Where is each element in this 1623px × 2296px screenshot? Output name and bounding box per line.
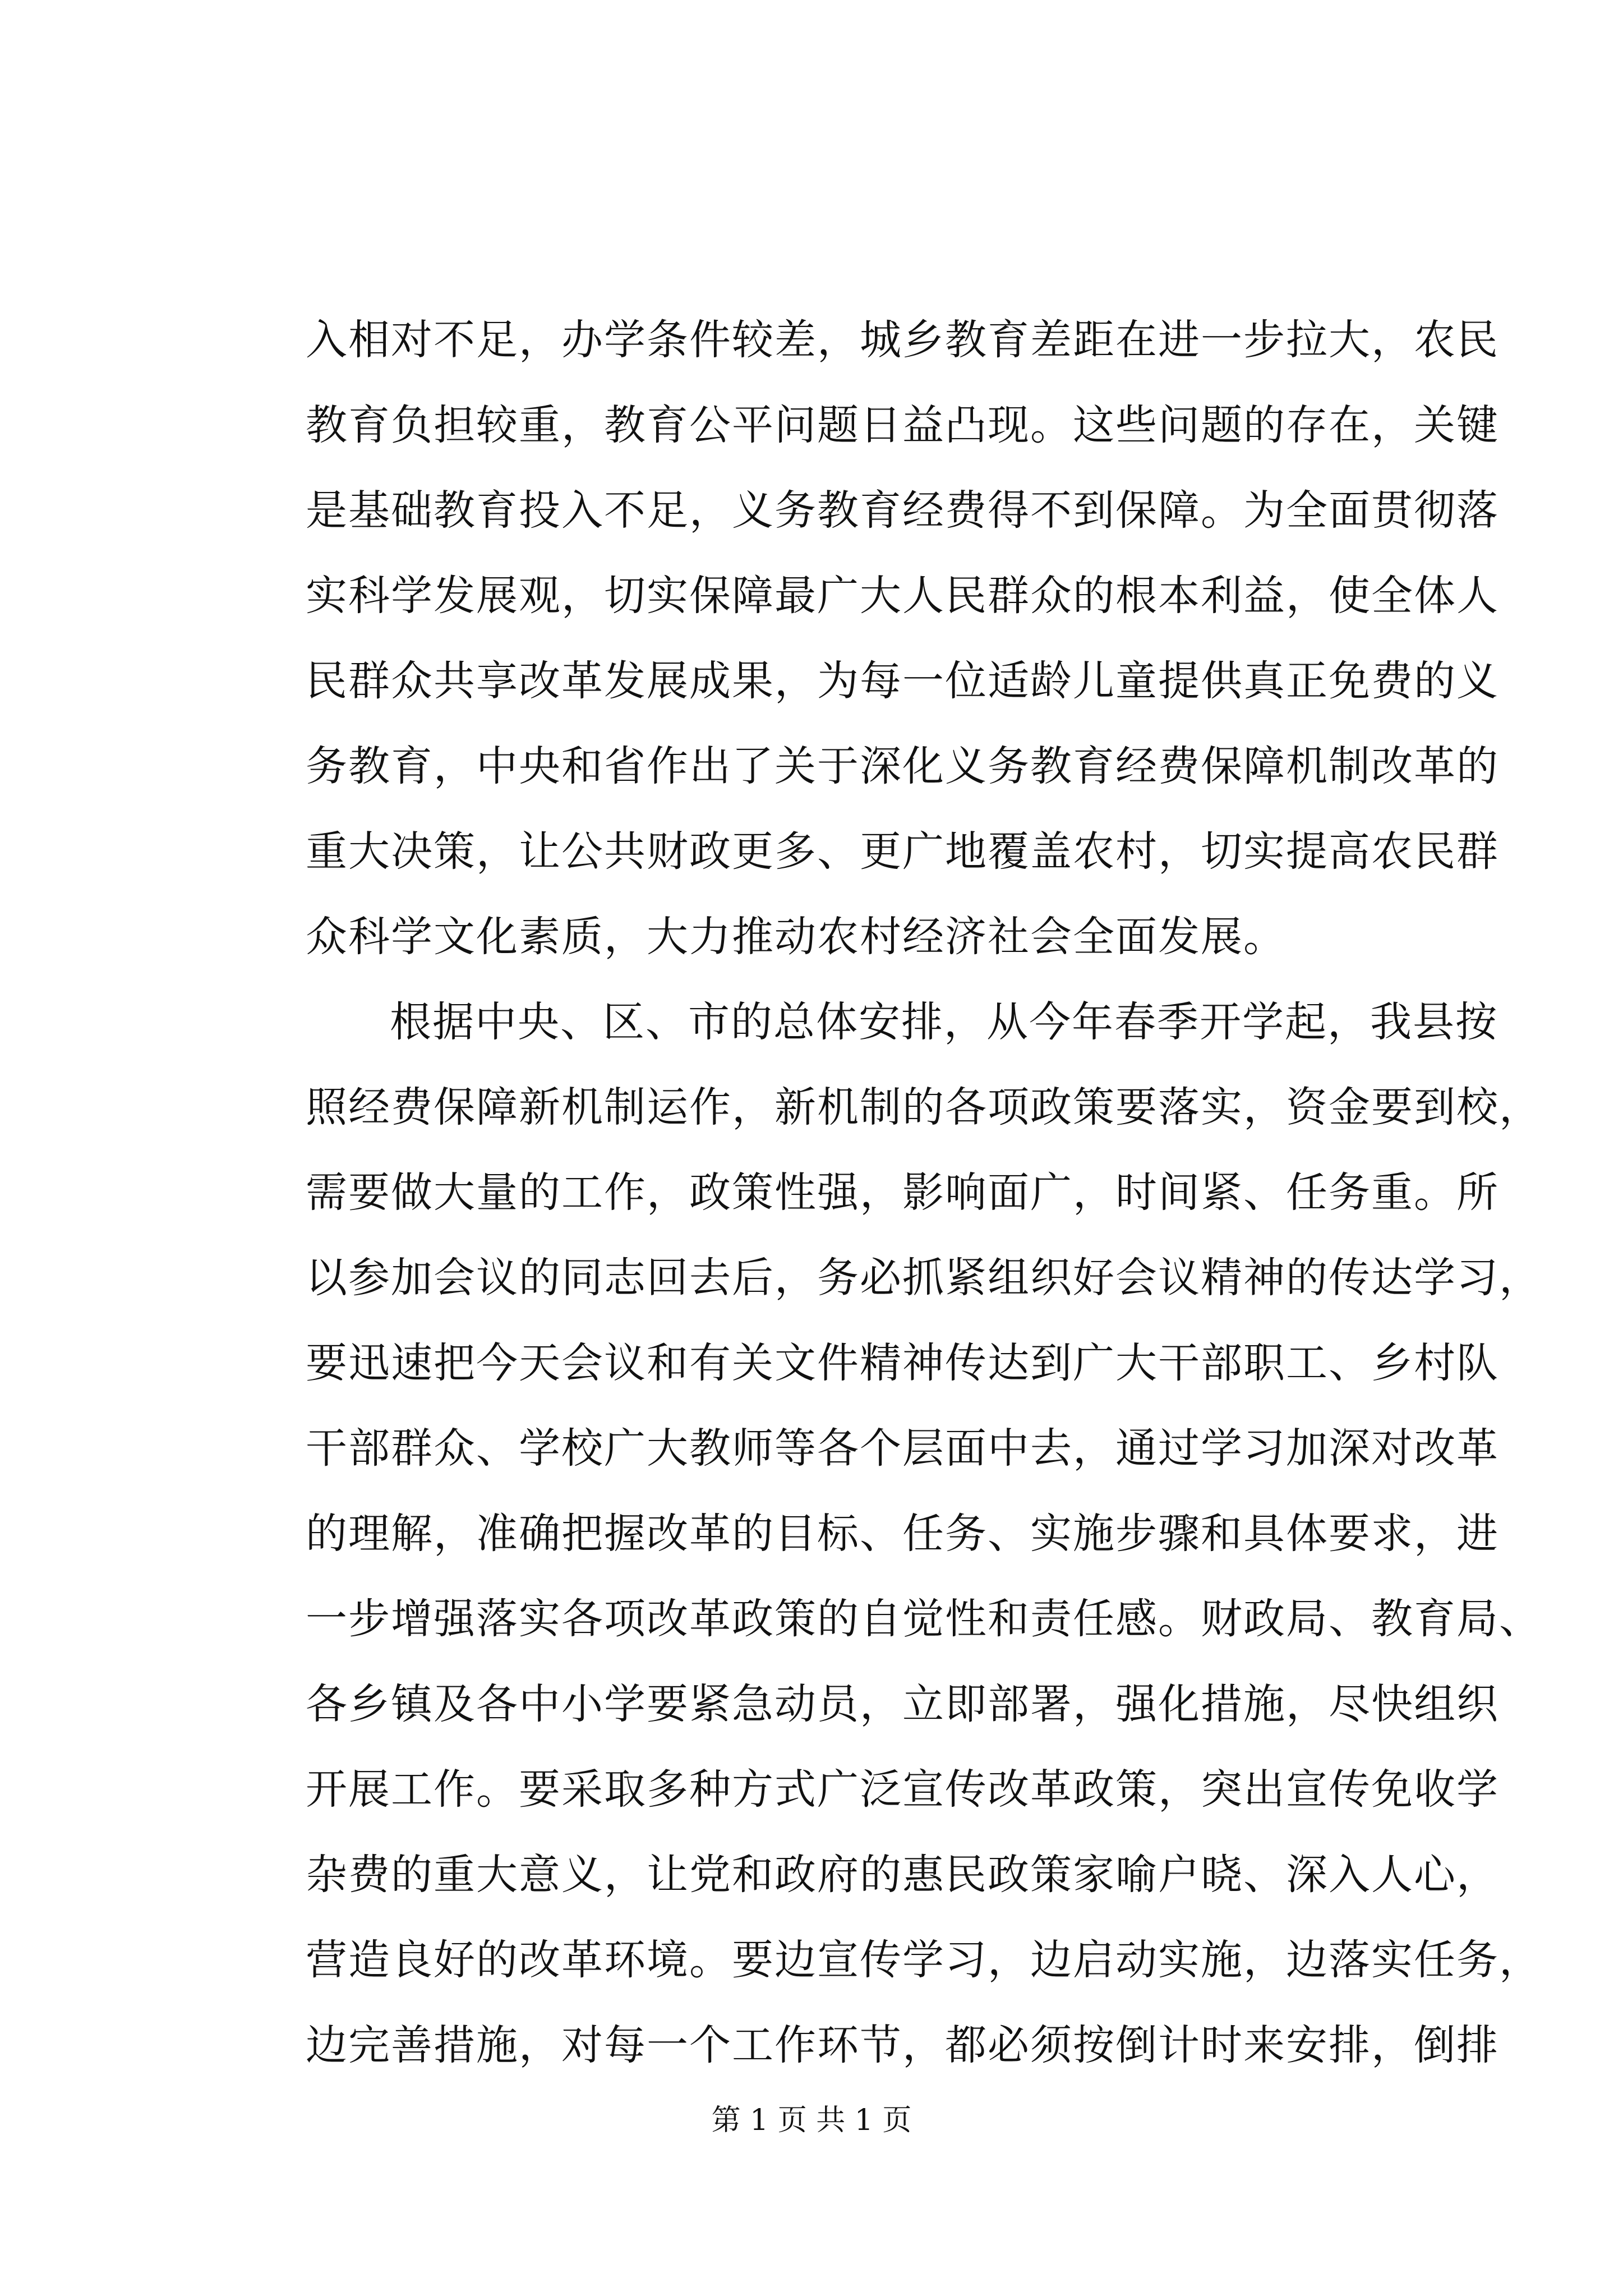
text-line: 干部群众、学校广大教师等各个层面中去，通过学习加深对改革 xyxy=(306,1424,1499,1473)
text-line: 实科学发展观，切实保障最广大人民群众的根本利益，使全体人 xyxy=(306,572,1499,620)
text-line: 照经费保障新机制运作，新机制的各项政策要落实，资金要到校， xyxy=(306,1083,1542,1131)
text-line: 的理解，准确把握改革的目标、任务、实施步骤和具体要求，进 xyxy=(306,1510,1499,1558)
text-line: 各乡镇及各中小学要紧急动员，立即部署，强化措施，尽快组织 xyxy=(306,1680,1499,1728)
text-line: 根据中央、区、市的总体安排，从今年春季开学起，我县按 xyxy=(390,998,1498,1046)
text-line: 边完善措施，对每一个工作环节，都必须按倒计时来安排，倒排 xyxy=(306,2021,1499,2069)
body-text xyxy=(306,297,1542,2088)
text-line: 入相对不足，办学条件较差，城乡教育差距在进一步拉大，农民 xyxy=(306,316,1499,364)
page-footer: 第 1 页 共 1 页 xyxy=(711,2104,912,2137)
text-line: 一步增强落实各项改革政策的自觉性和责任感。财政局、教育局、 xyxy=(306,1595,1542,1643)
text-line: 杂费的重大意义，让党和政府的惠民政策家喻户晓、深入人心， xyxy=(306,1851,1499,1899)
text-line: 务教育，中央和省作出了关于深化义务教育经费保障机制改革的 xyxy=(306,742,1499,790)
text-line: 开展工作。要采取多种方式广泛宣传改革政策，突出宣传免收学 xyxy=(306,1765,1499,1814)
text-line: 要迅速把今天会议和有关文件精神传达到广大干部职工、乡村队 xyxy=(306,1339,1499,1387)
text-line: 重大决策，让公共财政更多、更广地覆盖农村，切实提高农民群 xyxy=(306,827,1499,876)
text-line: 教育负担较重，教育公平问题日益凸现。这些问题的存在，关键 xyxy=(306,401,1499,449)
text-line: 营造良好的改革环境。要边宣传学习，边启动实施，边落实任务， xyxy=(306,1936,1542,1984)
text-line: 民群众共享改革发展成果，为每一位适龄儿童提供真正免费的义 xyxy=(306,657,1499,705)
text-line: 以参加会议的同志回去后，务必抓紧组织好会议精神的传达学习， xyxy=(306,1254,1542,1302)
text-line: 需要做大量的工作，政策性强，影响面广，时间紧、任务重。所 xyxy=(306,1168,1499,1217)
text-line: 是基础教育投入不足，义务教育经费得不到保障。为全面贯彻落 xyxy=(306,486,1499,535)
text-line: 众科学文化素质，大力推动农村经济社会全面发展。 xyxy=(306,913,1286,961)
